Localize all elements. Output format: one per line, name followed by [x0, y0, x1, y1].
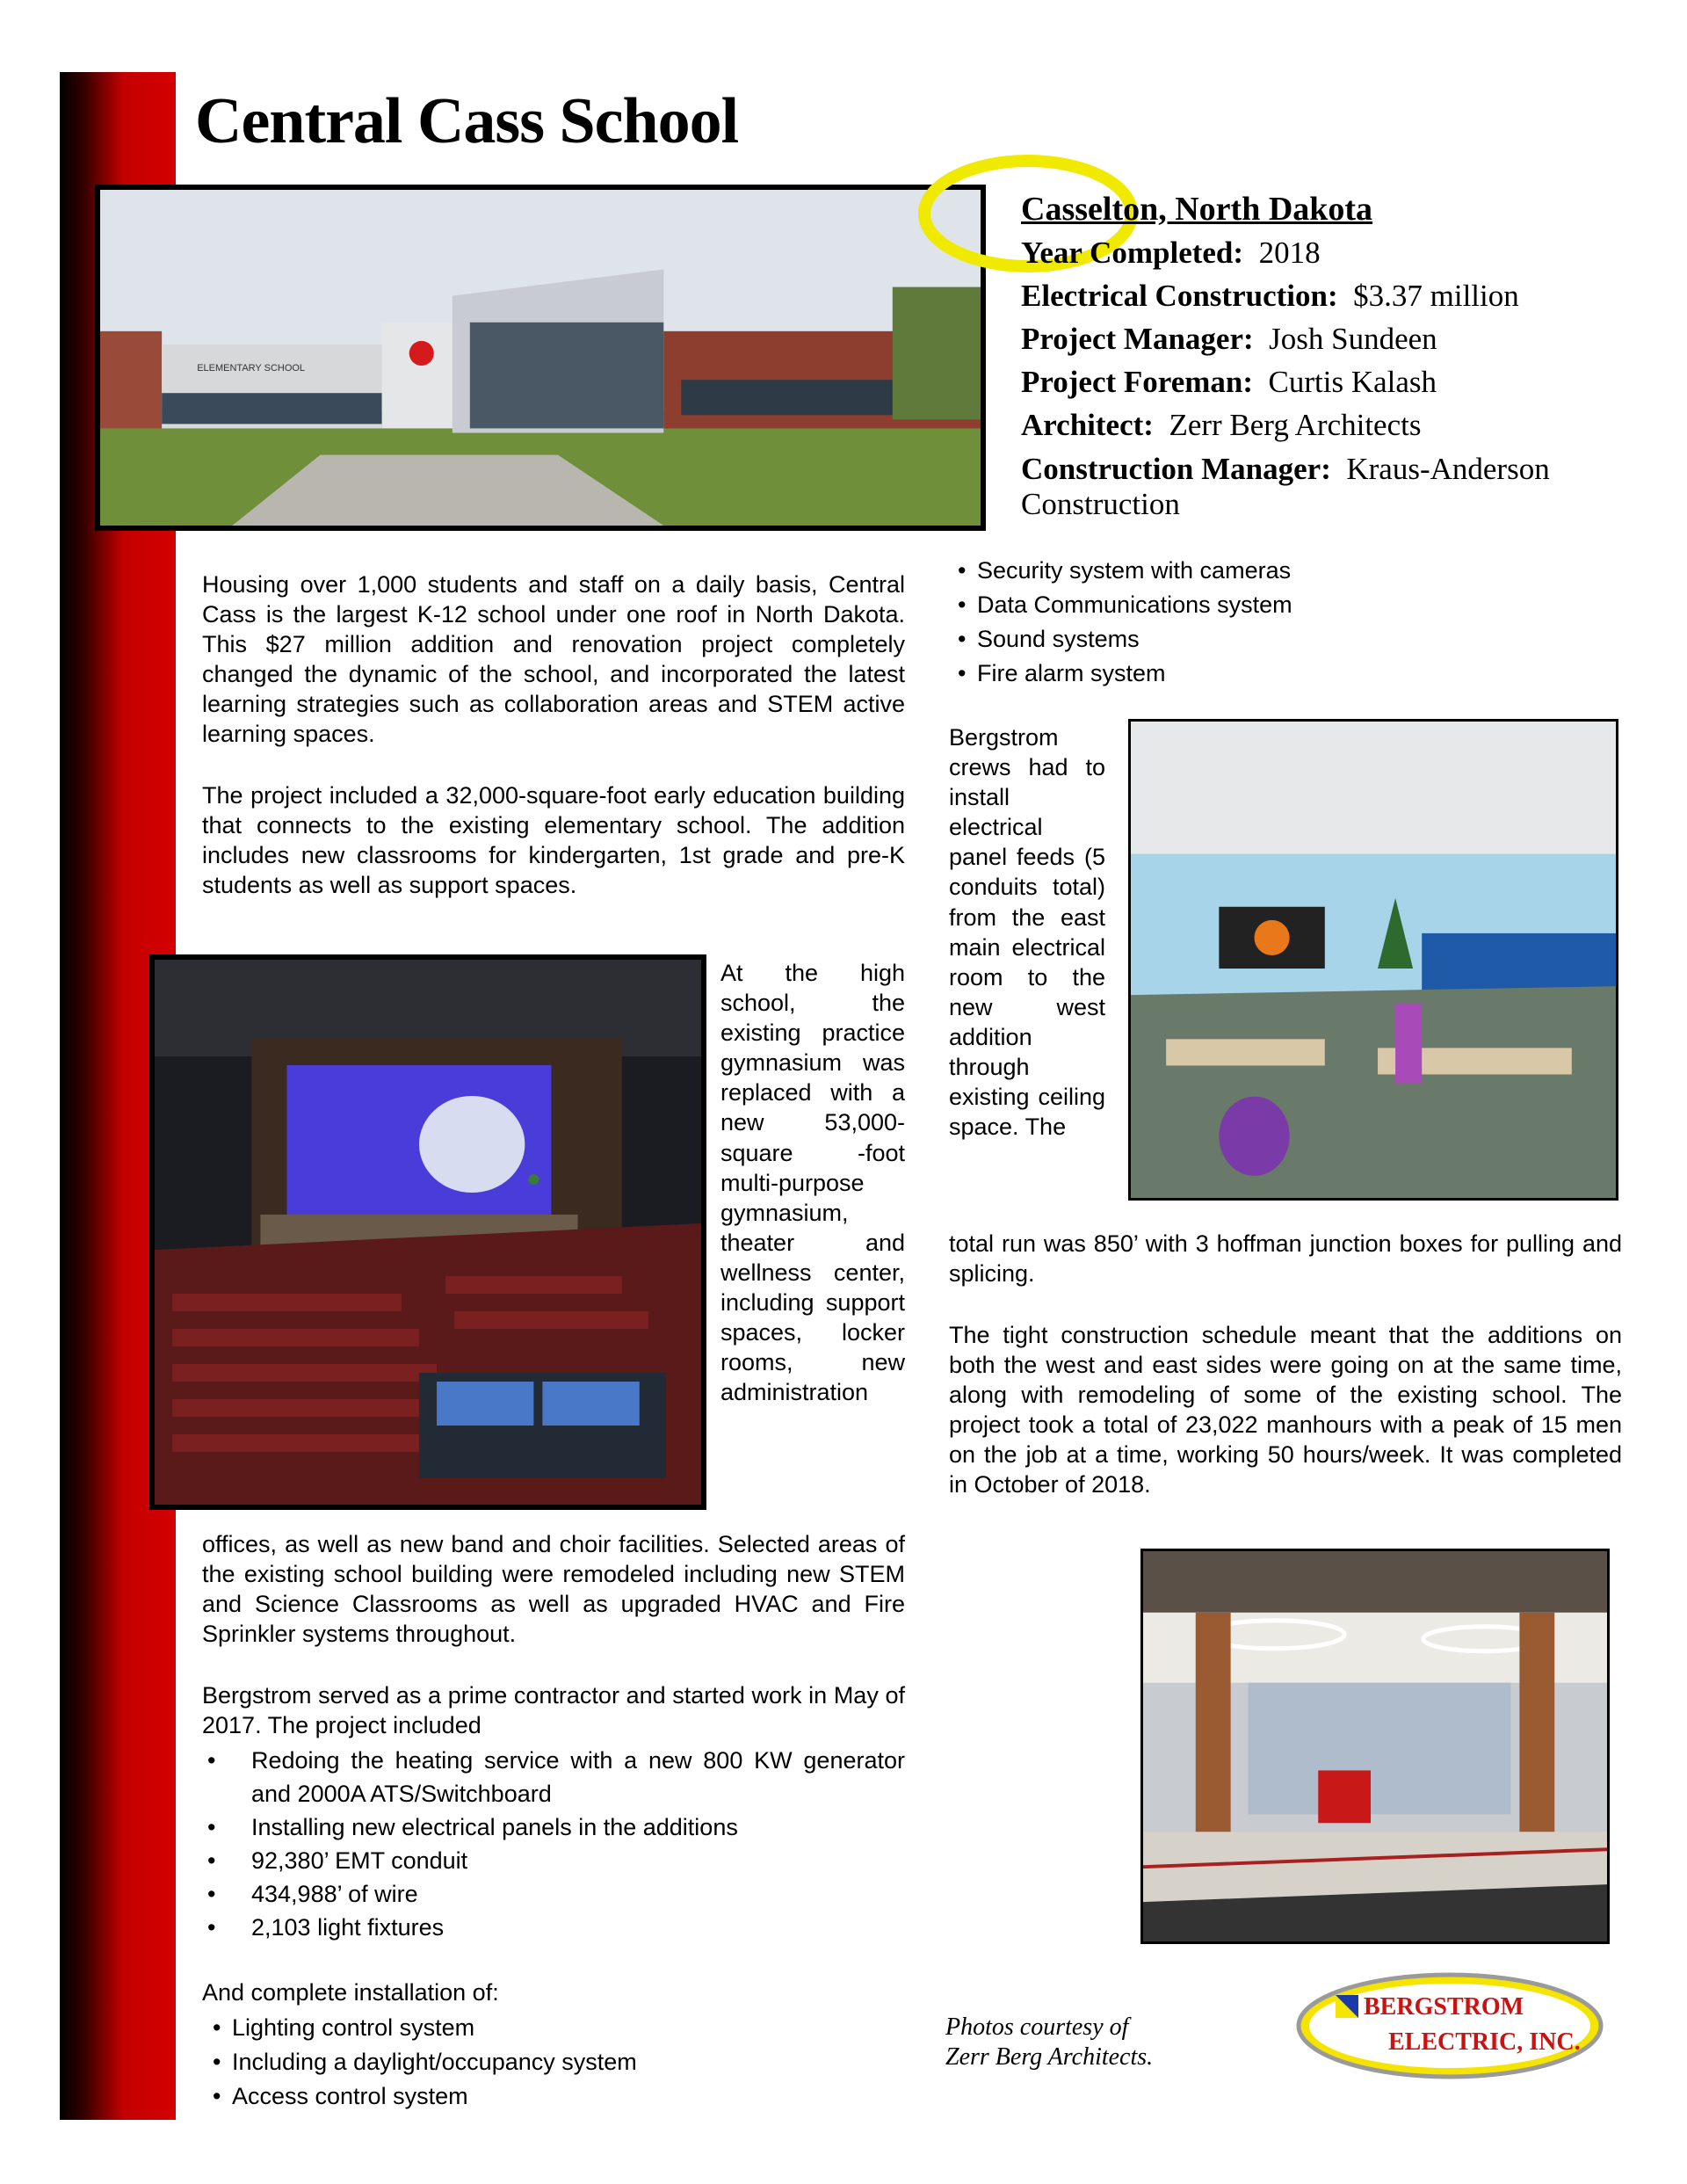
systems-list [958, 554, 1625, 691]
logo-line2: ELECTRIC, INC. [1388, 2028, 1581, 2056]
list-item: • Sound systems [958, 622, 1625, 657]
early-education-paragraph: The project included a 32,000-square-foot early education building that connects to the existing elementary school. The addition includes new classrooms for kindergarten, 1st grade and pre-K students as well as support spaces. [202, 782, 905, 898]
included-list [202, 1744, 905, 1944]
classroom-photo [1128, 719, 1618, 1201]
info-row-electrical: Electrical Construction: $3.37 million [1021, 279, 1519, 313]
list-item: • 2,103 light fixtures [202, 1911, 905, 1944]
list-item: • Security system with cameras [958, 554, 1625, 588]
prime-contractor-paragraph: Bergstrom served as a prime contractor and started work in May of 2017. The project included [202, 1682, 905, 1738]
logo-line1: BERGSTROM [1364, 1993, 1524, 2021]
project-location: Casselton, North Dakota [1021, 191, 1373, 228]
list-item: • Fire alarm system [958, 657, 1625, 691]
schedule-paragraph: The tight construction schedule meant that the additions on both the west and east sides were going on at the same time, along with remodeling of some of the existing school. The project took a total of 23,022 manhours with a peak of 15 men on the job at a time, working 50 hours/week. It was completed in October of 2018. [949, 1322, 1622, 1498]
crews-paragraph-wrap: Bergstrom crews had to install electrical panel feeds (5 conduits total) from the east main electrical room to the new west addition through existing ceiling space. The [949, 724, 1105, 1141]
list-item: • Access control system [213, 2079, 880, 2114]
list-item: • Installing new electrical panels in the additions [202, 1810, 905, 1844]
crews-paragraph-continued: total run was 850’ with 3 hoffman junction boxes for pulling and splicing. [949, 1230, 1622, 1287]
info-row-construction-manager: Construction Manager: Kraus-Anderson Construction [1021, 452, 1550, 521]
info-row-architect: Architect: Zerr Berg Architects [1021, 408, 1422, 442]
complete-list [213, 2011, 880, 2114]
intro-paragraph: Housing over 1,000 students and staff on a daily basis, Central Cass is the largest K-12 school under one roof in North Dakota. This $27 million addition and renovation project completely changed the dynamic of the school, and incorporated the latest learning strategies such as collaboration areas and STEM active learning spaces. [202, 571, 905, 747]
project-info [1021, 188, 1636, 522]
info-row-year: Year Completed: 2018 [1021, 236, 1321, 270]
bergstrom-logo [1292, 1969, 1608, 2083]
list-item: • Lighting control system [213, 2011, 880, 2045]
page-title: Central Cass School [195, 85, 739, 157]
lobby-photo [1140, 1549, 1610, 1944]
complete-heading: And complete installation of: [202, 1979, 499, 2006]
list-item: • Including a daylight/occupancy system [213, 2045, 880, 2079]
list-item: • 92,380’ EMT conduit [202, 1844, 905, 1877]
school-sign-text: ELEMENTARY SCHOOL [197, 363, 306, 374]
school-exterior-photo [95, 185, 986, 531]
gym-paragraph-continued: offices, as well as new band and choir facilities. Selected areas of the existing school building were remodeled including new STEM and Science Classrooms as well as upgraded HVAC and Fire Sprinkler systems throughout. [202, 1531, 905, 1647]
list-item: • 434,988’ of wire [202, 1877, 905, 1911]
photo-credit: Photos courtesy of Zerr Berg Architects. [945, 2013, 1154, 2071]
gym-paragraph-wrap: At the high school, the existing practice gymnasium was replaced with a new 53,000-square -foot multi-purpose gymnasium, theater and wellness center, including support spaces, locker rooms, new administration [720, 960, 905, 1406]
theater-photo [149, 954, 706, 1510]
info-row-foreman: Project Foreman: Curtis Kalash [1021, 365, 1437, 399]
list-item: • Redoing the heating service with a new 800 KW generator and 2000A ATS/Switchboard [202, 1744, 905, 1810]
list-item: • Data Communications system [958, 588, 1625, 622]
info-row-manager: Project Manager: Josh Sundeen [1021, 322, 1437, 356]
